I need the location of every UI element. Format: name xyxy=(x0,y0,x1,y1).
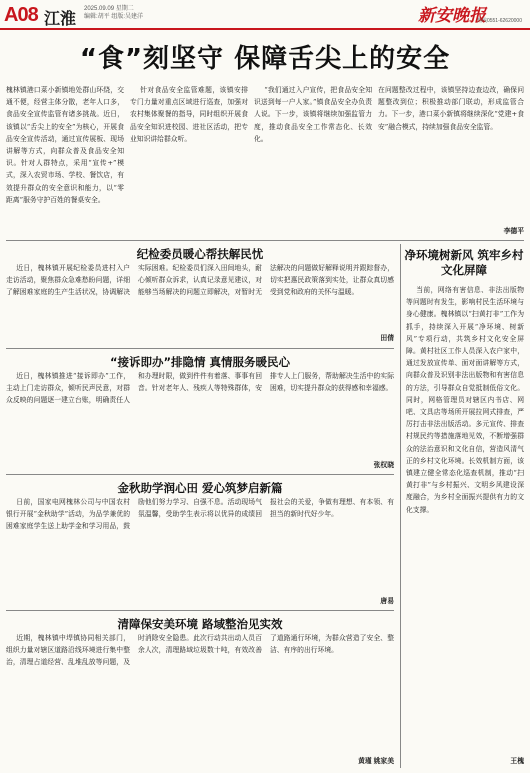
article5-title: 清障保安美环境 路域整治见实效 xyxy=(117,617,283,631)
divider xyxy=(6,474,394,475)
article3-signature: 张权晓 xyxy=(373,462,394,469)
main-article-col1: 槐林镇港口菜小新镇地处群山环绕，交通不便，经营主体分散，老年人口多，食品安全宣传监管有诸多挑战。近日，该镇以“舌尖上的安全”为核心，开展食品安全宣传活动，通过宣传展板、现场讲解等方式，向群众普及食品安全知识。针对人群特点，采用“宣传+”模式，深入农贸市场、学校、餐饮店，有效提升群众的安全意识和能力，以“零距离”服务守护百姓的餐桌安全。 xyxy=(6,86,124,204)
editor-line: 编辑:胡平 组版:吴建洋 xyxy=(84,14,144,20)
main-article-col2: 针对食品安全监管难题，该镇安排专门力量对重点区域进行巡查，加强对农村集体聚餐的指导，同时组织开展食品安全知识进校园、进社区活动，把专业知识讲给群众听。 xyxy=(130,86,248,143)
divider xyxy=(6,610,394,611)
newspaper-logo: 新安晚报 xyxy=(418,6,486,25)
page-number: A08 xyxy=(4,4,38,26)
main-article-signature: 李德平 xyxy=(503,228,524,235)
issue-date: 2025.09.09 星期二 xyxy=(84,6,134,12)
article4-body: 日前，国家电网槐林公司与中国农村银行开展“金秋助学”活动，为品学兼优的困难家庭学生送上助学金和学习用品，鼓励他们努力学习、自强不息。活动现场气氛温馨，受助学生表示将以优异的成绩回报社会的关爱，争做有理想、有本领、有担当的新时代好少年。 xyxy=(6,498,394,531)
article4-signature: 唐易 xyxy=(380,598,394,605)
article2-body: 近日，槐林镇开展纪检委员进村入户走访活动，聚焦群众急难愁盼问题，详细了解困难家庭的生产生活状况，协调解决实际困难。纪检委员们深入田间地头，耐心倾听群众诉求，认真记录意见建议，对能够当场解决的问题立即解决，对暂时无法解决的问题做好解释说明并跟踪督办，切实把惠民政策落到实处，让群众真切感受到党和政府的关怀与温暖。 xyxy=(6,264,394,297)
article2-title: 纪检委员暖心帮扶解民忧 xyxy=(136,247,264,261)
column-divider xyxy=(400,244,401,768)
article4-title: 金秋助学润心田 爱心筑梦启新篇 xyxy=(117,481,283,495)
main-article-col4: 在问题整改过程中，该镇坚持边查边改，确保问题整改到位；积极推动部门联动，形成监管合力。下一步，港口菜小新镇将继续深化“党建+食安”融合模式，持续加强食品安全监管。 xyxy=(378,86,524,131)
sidebar-title: 净环境树新风 筑牢乡村文化屏障 xyxy=(404,248,524,277)
divider xyxy=(6,240,524,241)
article5-body: 近期，槐林镇中垾镇协同相关部门，组织力量对辖区道路沿线环境进行集中整治，清理占道经营、乱堆乱放等问题，及时消除安全隐患。此次行动共出动人员百余人次，清理路域垃圾数十吨，有效改善了道路通行环境，为群众营造了安全、整洁、有序的出行环境。 xyxy=(6,634,394,667)
main-headline: “食”刻坚守 保障舌尖上的安全 xyxy=(79,44,451,74)
article5-signature: 黄瑾 姚家美 xyxy=(358,758,394,765)
main-article-col3: “我们通过入户宣传，把食品安全知识送到每一户人家。”镇食品安全办负责人说。下一步，该镇将继续加强监管力度，推动食品安全工作常态化、长效化。 xyxy=(254,86,372,143)
issue-meta xyxy=(84,5,143,21)
hotline: 热线0551-62620000 xyxy=(476,18,522,24)
section-name: 江淮 xyxy=(44,11,77,28)
sidebar-body: 当前，网络有害信息、非法出版物等问题时有发生，影响村民生活环境与身心健康。槐林镇以“扫黄打非”工作为抓手，持续深入开展“净环境、树新风”专项行动，共筑乡村文化安全屏障。黄村社区工作人员深入农户家中，通过发放宣传单、面对面讲解等方式，向群众普及识别非法出版物和有害信息的方法，引导群众自觉抵制低俗文化。同时，网格管理员对辖区内书店、网吧、文具店等场所开展拉网式排查，严厉打击非法出版活动。多元宣传、排查村规民约等措施落地见效，不断增强群众的法治意识和文化自信，营造风清气正的乡村文化环境。长效机制方面，该镇建立健全常态化巡查机制，推动“扫黄打非”与乡村振兴、文明乡风建设深度融合，为乡村全面振兴提供有力的文化支撑。 xyxy=(406,286,524,514)
divider xyxy=(6,348,394,349)
sidebar-signature: 王槐 xyxy=(510,758,524,765)
page-header xyxy=(0,0,530,30)
article2-signature: 田倩 xyxy=(380,335,394,342)
article3-body: 近日，槐林镇推进“接诉即办”工作，主动上门走访群众，倾听民声民意，对群众反映的问题逐一建立台账，明确责任人和办理时限，做到件件有着落、事事有回音。针对老年人、残疾人等特殊群体，安排专人上门服务，帮助解决生活中的实际困难，切实提升群众的获得感和幸福感。 xyxy=(6,372,394,405)
article3-title: “接诉即办”排隐情 真情服务暖民心 xyxy=(109,355,291,369)
